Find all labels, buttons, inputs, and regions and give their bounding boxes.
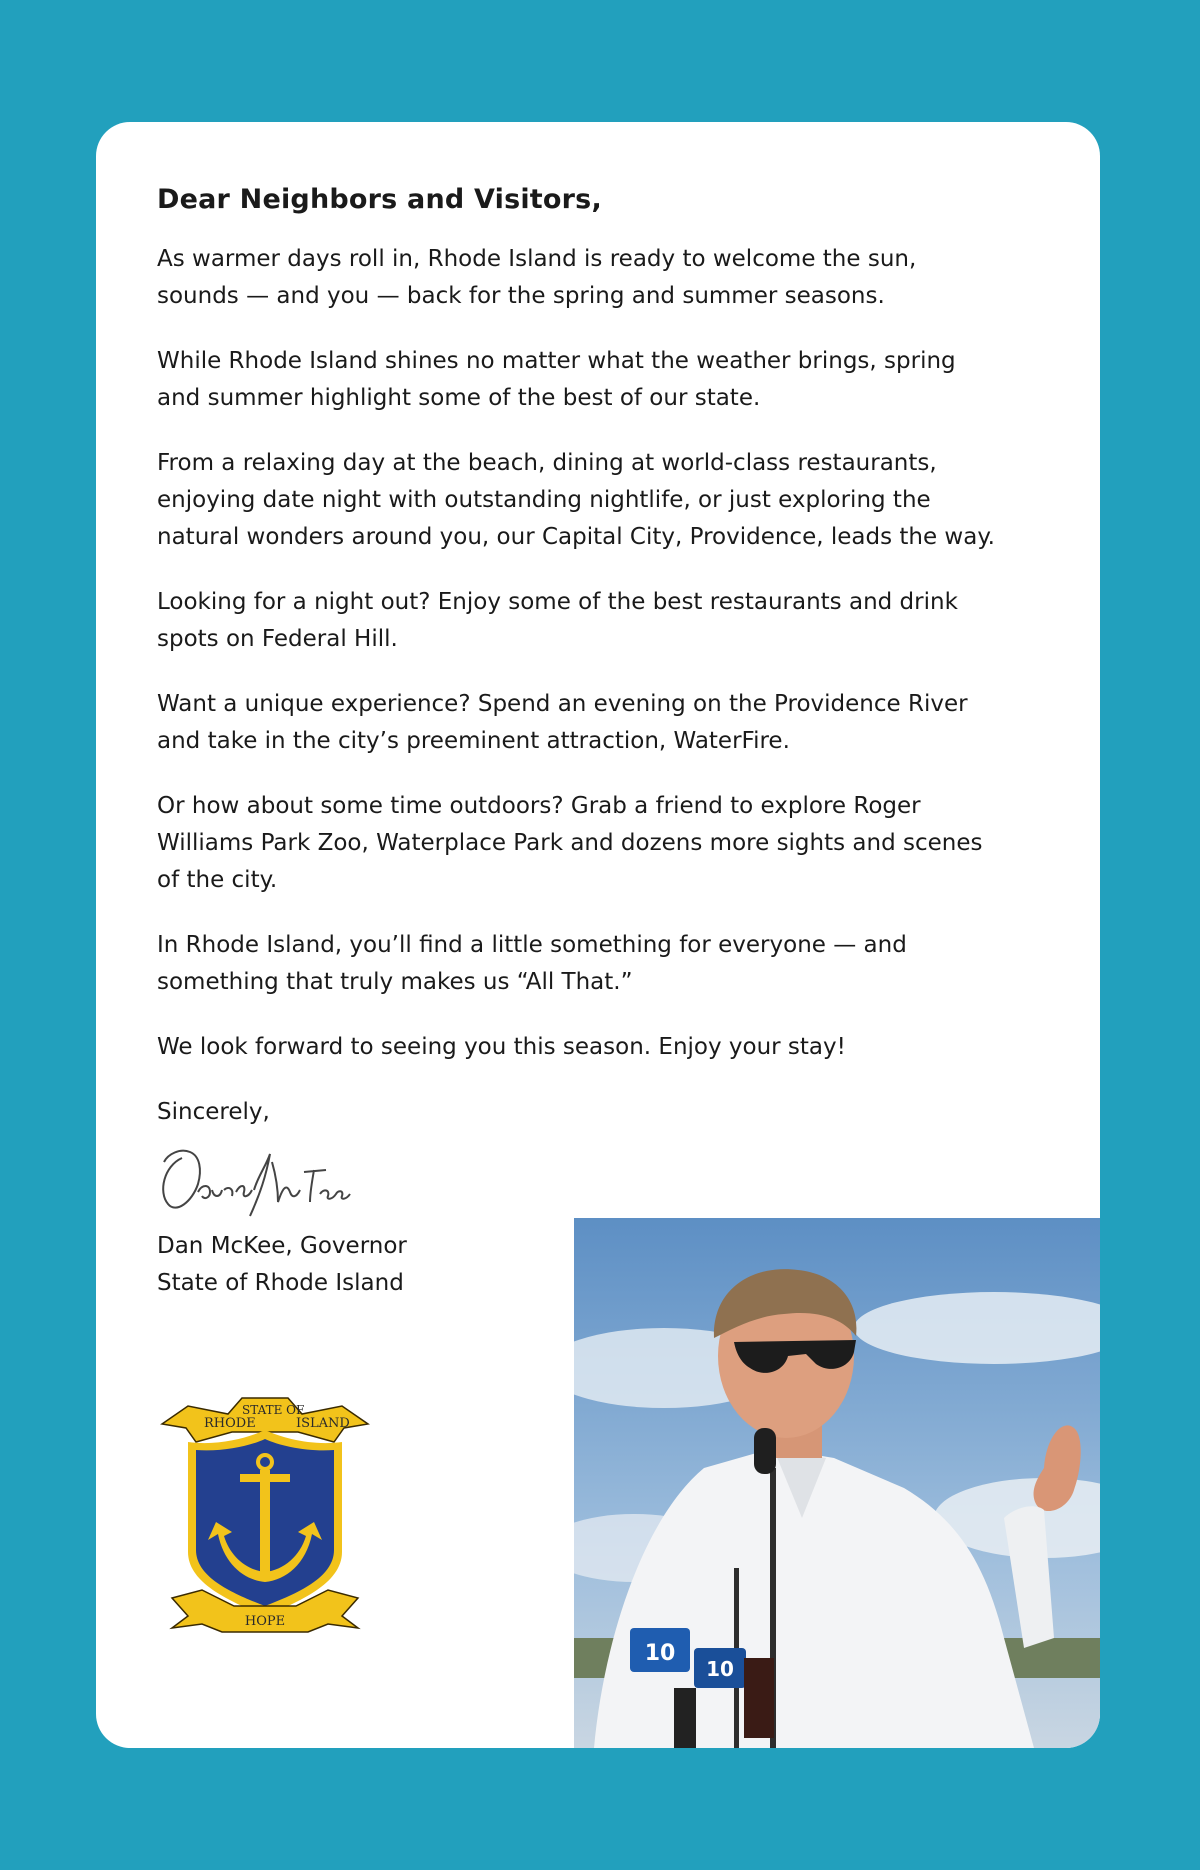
seal-ribbon-text: ISLAND bbox=[296, 1416, 350, 1431]
letter-paragraph: As warmer days roll in, Rhode Island is ready to welcome the sun, sounds — and you — back for the spring and summer seasons. bbox=[157, 246, 917, 309]
letter-paragraph: While Rhode Island shines no matter what the weather brings, spring and summer highlight some of the best of our state. bbox=[157, 348, 956, 411]
letter-paragraph: Want a unique experience? Spend an evening on the Providence River and take in the city’s preeminent attraction, WaterFire. bbox=[157, 691, 968, 754]
mic-flag-logo: 10 bbox=[644, 1641, 676, 1666]
letter-paragraph: From a relaxing day at the beach, dining at world-class restaurants, enjoying date night with outstanding nightlife, or just exploring the natural wonders around you, our Capital City, Providence, leads the way. bbox=[157, 450, 995, 550]
signer-block bbox=[157, 1228, 407, 1302]
letter-paragraph: We look forward to seeing you this season. Enjoy your stay! bbox=[157, 1034, 846, 1060]
governor-photo bbox=[574, 1218, 1100, 1748]
seal-ribbon-text: RHODE bbox=[204, 1416, 256, 1431]
letter-paragraph: Or how about some time outdoors? Grab a friend to explore Roger Williams Park Zoo, Waterplace Park and dozens more sights and scenes of the city. bbox=[157, 793, 983, 893]
letter-card bbox=[96, 122, 1100, 1748]
seal-ribbon-text: STATE OF bbox=[242, 1403, 305, 1417]
signature-image bbox=[154, 1132, 374, 1228]
news-mic-flag bbox=[630, 1628, 690, 1672]
rhode-island-seal bbox=[158, 1384, 372, 1634]
letter-greeting: Dear Neighbors and Visitors, bbox=[157, 184, 602, 215]
letter-paragraph: Looking for a night out? Enjoy some of the best restaurants and drink spots on Federal Hill. bbox=[157, 589, 958, 652]
news-mic-flag bbox=[694, 1648, 746, 1688]
signer-org: State of Rhode Island bbox=[157, 1270, 404, 1296]
mic-flag-logo: 10 bbox=[706, 1657, 734, 1681]
signer-name: Dan McKee, Governor bbox=[157, 1233, 407, 1259]
letter-body bbox=[157, 184, 997, 1131]
letter-paragraph: In Rhode Island, you’ll find a little something for everyone — and something that truly makes us “All That.” bbox=[157, 932, 907, 995]
seal-ribbon-text: HOPE bbox=[244, 1614, 286, 1629]
letter-closing: Sincerely, bbox=[157, 1099, 270, 1125]
